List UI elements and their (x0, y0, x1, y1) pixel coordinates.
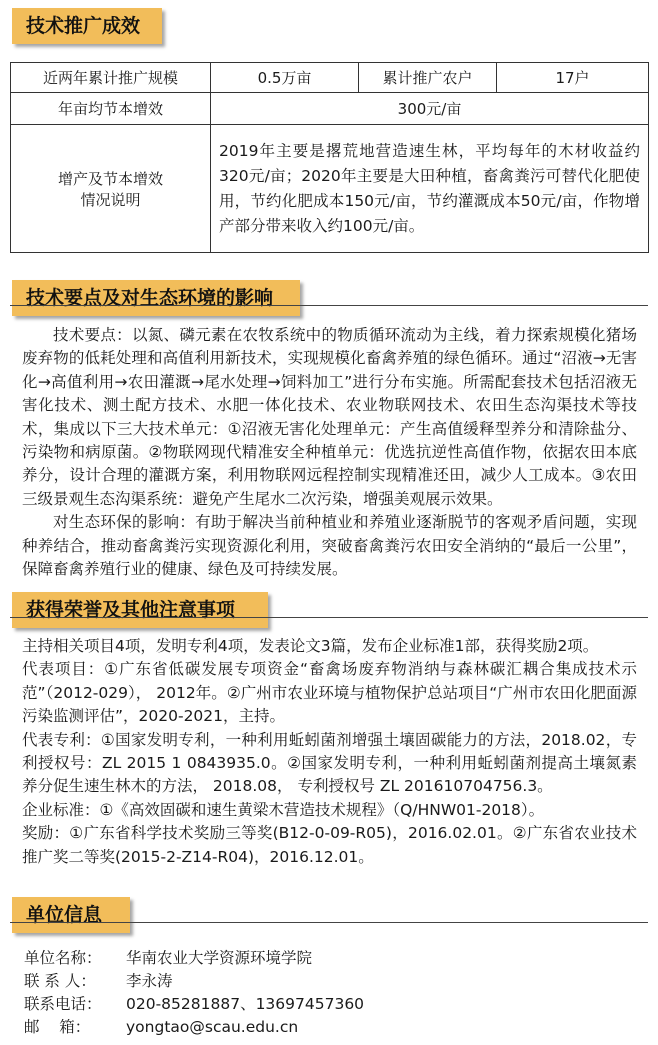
section-title-promotion: 技术推广成效 (12, 8, 162, 44)
divider (10, 305, 648, 306)
unit-info (24, 947, 364, 1039)
table-row (11, 93, 649, 125)
table-row (11, 63, 649, 93)
divider (10, 922, 648, 923)
list-item (24, 1016, 364, 1039)
honors-summary: 主持相关项目4项，发明专利4项，发表论文3篇，发布企业标准1部，获得奖励2项。 (22, 637, 599, 655)
divider (10, 617, 648, 618)
unit-name-label: 单位名称： (24, 949, 102, 967)
explain-label-line1: 增产及节本增效 (57, 169, 163, 188)
saving-label: 年亩均节本增效 (11, 93, 211, 125)
unit-name-value: 华南农业大学资源环境学院 (126, 949, 313, 967)
section-title-honors: 获得荣誉及其他注意事项 (12, 592, 268, 628)
key-points-paragraph: 技术要点：以氮、磷元素在农牧系统中的物质循环流动为主线，着力探索规模化猪场废弃物的低耗处理和高值利用新技术，实现规模化畜禽养殖的绿色循环。通过“沼液→无害化→高值利用→农田灌溉→尾水处理→饲料加工”进行分布实施。所需配套技术包括沼液无害化技术、测土配方技术、水肥一体化技术、农业物联网技术、农田生态沟渠技术等技术，集成以下三大技术单元：①沼液无害化处理单元：产生高值缓释型养分和清除盐分、污染物和病原菌。②物联网现代精准安全种植单元：优选抗逆性高值作物，依据农田本底养分，设计合理的灌溉方案，利用物联网远程控制实现精准还田，减少人工成本。③农田三级景观生态沟渠系统：避免产生尾水二次污染，增强美观展示效果。 (22, 326, 637, 508)
farmers-value: 17户 (497, 63, 649, 93)
saving-value: 300元/亩 (211, 93, 649, 125)
honors-body (22, 635, 637, 869)
explain-label (11, 125, 211, 253)
phone-label: 联系电话： (24, 995, 102, 1013)
honors-awards: 奖励：①广东省科学技术奖励三等奖(B12-0-09-R05)，2016.02.01。②广东省农业技术推广奖二等奖(2015-2-Z14-R04)，2016.12.01。 (22, 824, 637, 866)
explain-label-line2: 情况说明 (80, 190, 141, 209)
honors-patents: 代表专利：①国家发明专利，一种利用蚯蚓菌剂增强土壤固碳能力的方法，2018.02，专利授权号：ZL 2015 1 0843935.0。②国家发明专利，一种利用蚯蚓菌剂提高土壤氮素养分促生速生林木的方法， 2018.08， 专利授权号 ZL 201610704756.3。 (22, 730, 637, 796)
section-title-unit: 单位信息 (12, 897, 130, 933)
phone-value: 020-85281887、13697457360 (126, 995, 365, 1013)
key-points-body (22, 324, 637, 581)
list-item (24, 970, 364, 993)
explain-text: 2019年主要是撂荒地营造速生林，平均每年的木材收益约320元/亩；2020年主要是大田种植，畜禽粪污可替代化肥使用，节约化肥成本150元/亩，节约灌溉成本50元/亩，作物增产部分带来收入约100元/亩。 (211, 125, 649, 253)
email-label: 邮 箱： (24, 1018, 91, 1036)
scale-value: 0.5万亩 (211, 63, 359, 93)
scale-label: 近两年累计推广规模 (11, 63, 211, 93)
farmers-label: 累计推广农户 (359, 63, 497, 93)
list-item (24, 947, 364, 970)
table-row (11, 125, 649, 253)
promotion-stats-table (10, 62, 649, 253)
section-title-key-points: 技术要点及对生态环境的影响 (12, 280, 300, 316)
honors-projects: 代表项目：①广东省低碳发展专项资金“畜禽场废弃物消纳与森林碳汇耦合集成技术示范”（2012-029）， 2012年。②广州市农业环境与植物保护总站项目“广州市农田化肥面源污染监测评估”，2020-2021，主持。 (22, 660, 637, 726)
list-item (24, 993, 364, 1016)
contact-label: 联 系 人： (24, 972, 96, 990)
honors-standard: 企业标准：①《高效固碳和速生黄梁木营造技术规程》（Q/HNW01-2018）。 (22, 800, 545, 819)
contact-value: 李永涛 (126, 972, 173, 990)
email-value: yongtao@scau.edu.cn (126, 1018, 299, 1036)
eco-impact-paragraph: 对生态环保的影响：有助于解决当前种植业和养殖业逐渐脱节的客观矛盾问题，实现种养结合，推动畜禽粪污实现资源化利用，突破畜禽粪污农田安全消纳的“最后一公里”，保障畜禽养殖行业的健康、绿色及可持续发展。 (22, 513, 637, 579)
